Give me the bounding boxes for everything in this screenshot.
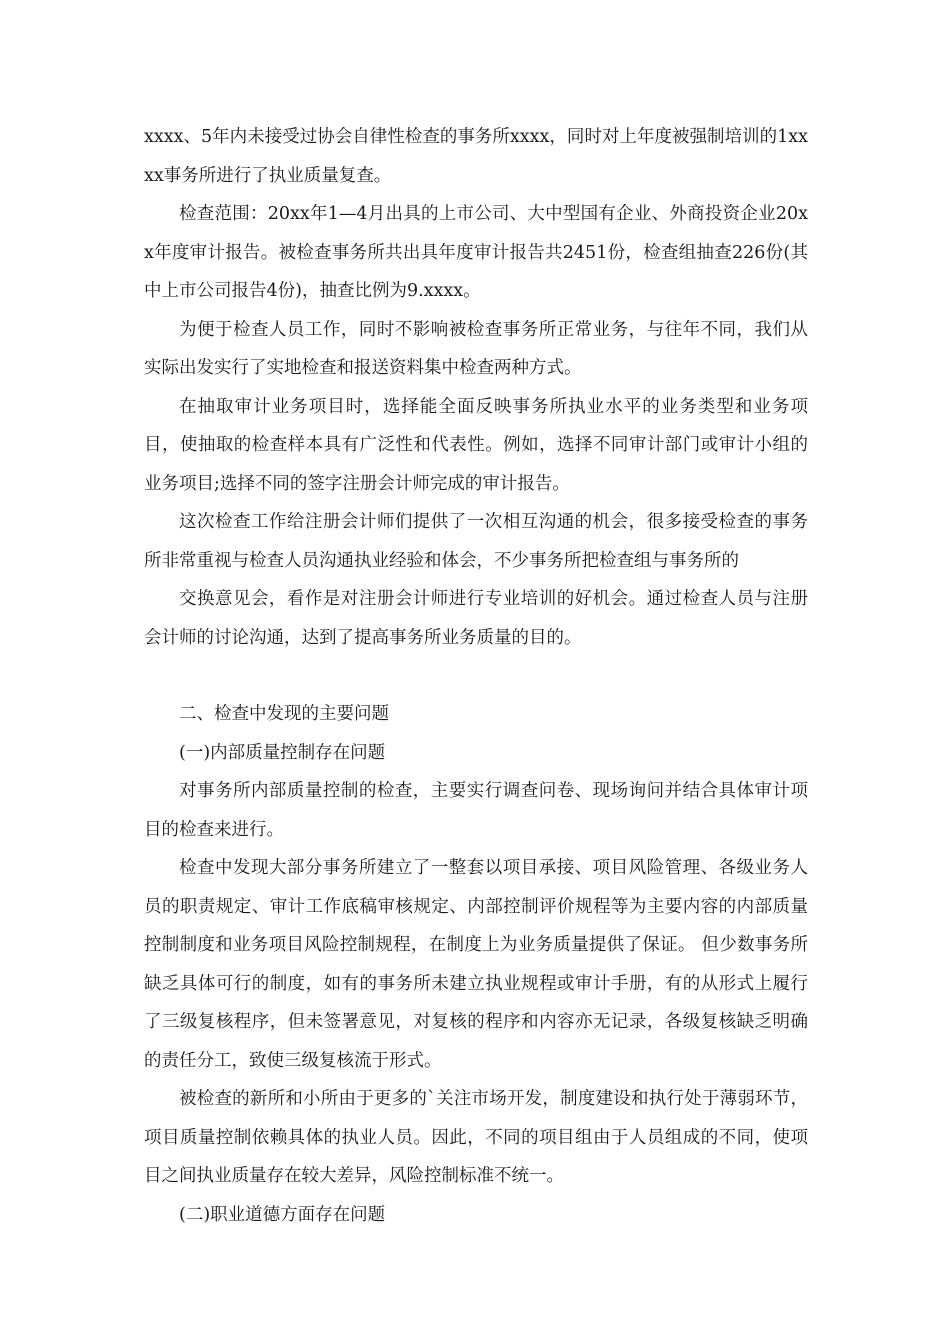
paragraph-2: 检查范围：20xx年1—4月出具的上市公司、大中型国有企业、外商投资企业20xx年度审计报告。被检查事务所共出具年度审计报告共2451份，检查组抽查226份(其中上市公司报告4份)，抽查比例为9.xxxx。	[144, 204, 808, 301]
paragraph-9: 被检查的新所和小所由于更多的`关注市场开发，制度建设和执行处于薄弱环节，项目质量控制依赖具体的执业人员。因此，不同的项目组由于人员组成的不同，使项目之间执业质量存在较大差异，风险控制标准不统一。	[144, 1089, 808, 1186]
paragraph-1: xxxx、5年内未接受过协会自律性检查的事务所xxxx，同时对上年度被强制培训的1xxxx事务所进行了执业质量复查。	[144, 127, 808, 186]
paragraph-4: 在抽取审计业务项目时，选择能全面反映事务所执业水平的业务类型和业务项目，使抽取的检查样本具有广泛性和代表性。例如，选择不同审计部门或审计小组的业务项目;选择不同的签字注册会计师完成的审计报告。	[144, 396, 808, 494]
subsection-heading-1: (一)内部质量控制存在问题	[179, 742, 386, 763]
paragraph-6: 交换意见会，看作是对注册会计师进行专业培训的好机会。通过检查人员与注册会计师的讨论沟通，达到了提高事务所业务质量的目的。	[144, 589, 808, 648]
paragraph-5: 这次检查工作给注册会计师们提供了一次相互沟通的机会，很多接受检查的事务所非常重视与检查人员沟通执业经验和体会，不少事务所把检查组与事务所的	[144, 512, 808, 571]
section-heading: 二、检查中发现的主要问题	[179, 704, 389, 724]
paragraph-7: 对事务所内部质量控制的检查，主要实行调查问卷、现场询问并结合具体审计项目的检查来进行。	[144, 781, 808, 840]
paragraph-8: 检查中发现大部分事务所建立了一整套以项目承接、项目风险管理、各级业务人员的职责规定、审计工作底稿审核规定、内部控制评价规程等为主要内容的内部质量控制制度和业务项目风险控制规程，在制度上为业务质量提供了保证。 但少数事务所缺乏具体可行的制度，如有的事务所未建立执业规程或审计手册，有的从形式上履行了三级复核程序，但未签署意见，对复核的程序和内容亦无记录，各级复核缺乏明确的责任分工，致使三级复核流于形式。	[144, 858, 808, 1071]
subsection-heading-2: (二)职业道德方面存在问题	[179, 1204, 386, 1225]
document-body	[144, 118, 808, 1234]
paragraph-3: 为便于检查人员工作，同时不影响被检查事务所正常业务，与往年不同，我们从实际出发实行了实地检查和报送资料集中检查两种方式。	[144, 319, 808, 378]
